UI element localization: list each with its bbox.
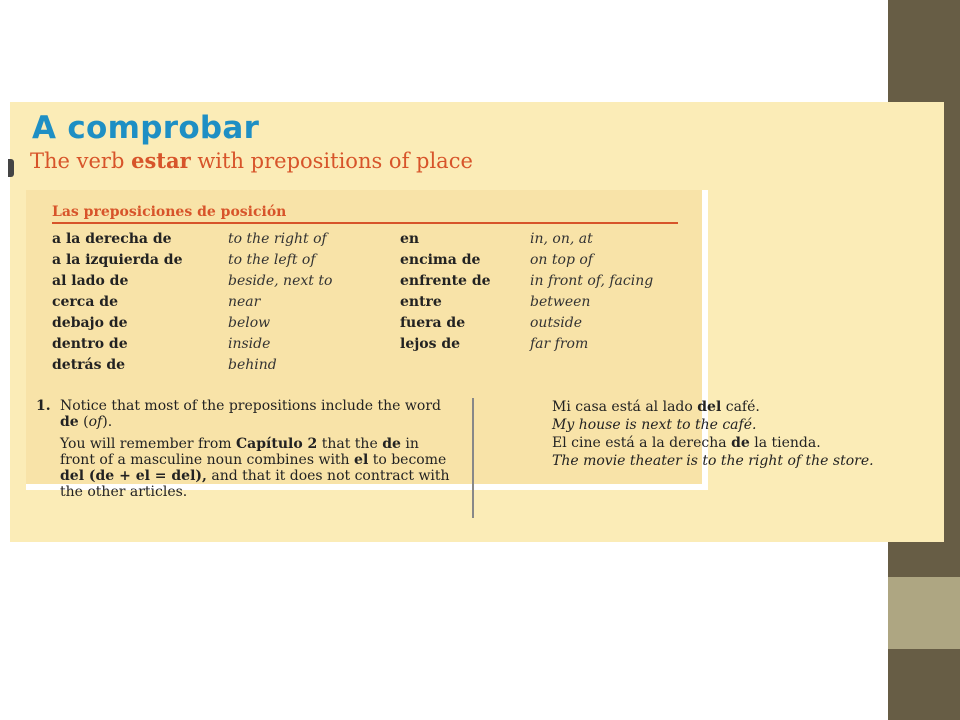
preposition-en: to the right of: [228, 230, 327, 247]
preposition-es: encima de: [400, 251, 481, 268]
textbook-panel: [10, 102, 944, 542]
preposition-en: near: [228, 293, 261, 310]
prepositions-table: [52, 228, 680, 375]
note-paragraph-2: You will remember from Capítulo 2 that the de in front of a masculine noun combines with el to become del (de + el = del), and that it does not contract with the other articles.: [60, 436, 450, 500]
example-1-translation: My house is next to the café.: [552, 417, 757, 433]
example-2-translation: The movie theater is to the right of the store.: [552, 453, 874, 469]
preposition-es: fuera de: [400, 314, 466, 331]
example-1: Mi casa está al lado del café.: [552, 399, 760, 415]
table-header: Las preposiciones de posición: [52, 204, 287, 220]
note-number: 1.: [36, 398, 51, 414]
table-row: [52, 228, 680, 249]
preposition-es: entre: [400, 293, 442, 310]
preposition-es: dentro de: [52, 335, 128, 352]
table-row: [52, 354, 680, 375]
preposition-en: on top of: [530, 251, 593, 268]
preposition-en: to the left of: [228, 251, 316, 268]
preposition-es: a la izquierda de: [52, 251, 183, 268]
preposition-es: detrás de: [52, 356, 126, 373]
preposition-es: al lado de: [52, 272, 129, 289]
example-sentences: [552, 398, 912, 470]
grammar-notes: [36, 398, 456, 506]
table-row: [52, 312, 680, 333]
preposition-es: enfrente de: [400, 272, 491, 289]
header-rule: [52, 222, 678, 224]
preposition-en: [530, 354, 680, 375]
preposition-en: beside, next to: [228, 272, 333, 289]
preposition-en: far from: [530, 335, 589, 352]
page-subtitle: The verb estar with prepositions of place: [30, 148, 473, 173]
preposition-es: lejos de: [400, 335, 461, 352]
preposition-en: below: [228, 314, 271, 331]
preposition-en: behind: [228, 356, 277, 373]
table-row: [52, 249, 680, 270]
preposition-en: between: [530, 293, 591, 310]
table-row: [52, 291, 680, 312]
preposition-es: a la derecha de: [52, 230, 172, 247]
preposition-en: in, on, at: [530, 230, 593, 247]
example-2: El cine está a la derecha de la tienda.: [552, 435, 821, 451]
page-title: A comprobar: [32, 110, 260, 146]
preposition-es: debajo de: [52, 314, 128, 331]
preposition-en: outside: [530, 314, 582, 331]
preposition-es: [400, 354, 530, 375]
table-row: [52, 333, 680, 354]
preposition-en: in front of, facing: [530, 272, 654, 289]
table-row: [52, 270, 680, 291]
decorative-right-accent: [888, 577, 960, 649]
preposition-es: en: [400, 230, 420, 247]
column-divider: [472, 398, 474, 518]
note-paragraph-1: Notice that most of the prepositions include the word de (of).: [60, 398, 441, 430]
preposition-en: inside: [228, 335, 271, 352]
slide-bullet-icon: [8, 159, 14, 177]
preposition-es: cerca de: [52, 293, 118, 310]
